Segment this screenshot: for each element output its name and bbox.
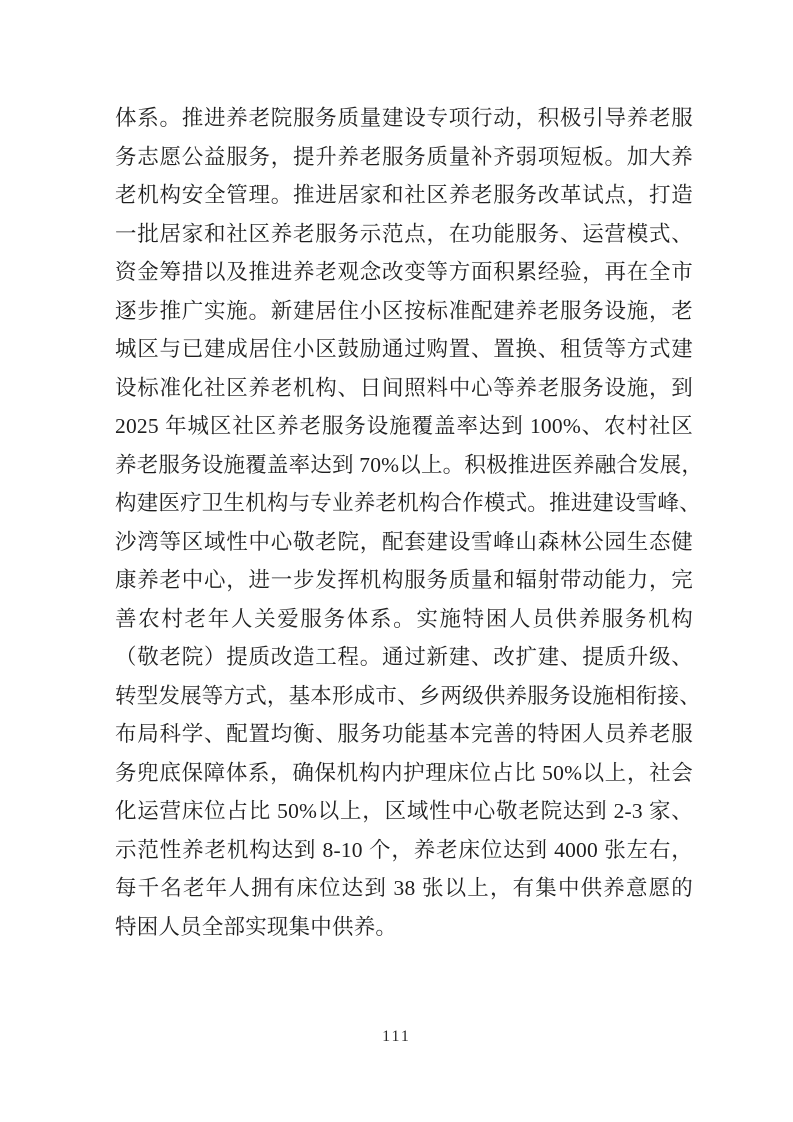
text-line: 逐步推广实施。新建居住小区按标准配建养老服务设施，老 — [115, 298, 693, 323]
text-line: 化运营床位占比 50%以上，区域性中心敬老院达到 2-3 家、 — [115, 799, 693, 823]
text-line: 善农村老年人关爱服务体系。实施特困人员供养服务机构 — [115, 606, 693, 631]
text-line: 沙湾等区域性中心敬老院，配套建设雪峰山森林公园生态健 — [115, 529, 693, 554]
text-line: 养老服务设施覆盖率达到 70%以上。积极推进医养融合发展， — [115, 452, 704, 477]
text-line: 设标准化社区养老机构、日间照料中心等养老服务设施，到 — [115, 375, 693, 400]
text-line: （敬老院）提质改造工程。通过新建、改扩建、提质升级、 — [115, 645, 693, 669]
text-line: 示范性养老机构达到 8-10 个，养老床位达到 4000 张左右， — [115, 837, 693, 862]
text-line: 2025 年城区社区养老服务设施覆盖率达到 100%、农村社区 — [115, 414, 693, 438]
text-line: 转型发展等方式，基本形成市、乡两级供养服务设施相衔接、 — [115, 683, 701, 708]
text-line: 资金筹措以及推进养老观念改变等方面积累经验，再在全市 — [115, 260, 693, 284]
text-line: 体系。推进养老院服务质量建设专项行动，积极引导养老服 — [115, 106, 693, 130]
text-line: 务兜底保障体系，确保机构内护理床位占比 50%以上，社会 — [115, 760, 693, 785]
body-text — [115, 99, 704, 946]
text-line: 康养老中心，进一步发挥机构服务质量和辐射带动能力，完 — [115, 568, 693, 592]
text-line: 布局科学、配置均衡、服务功能基本完善的特困人员养老服 — [115, 722, 693, 746]
page-number: 111 — [382, 1028, 411, 1045]
text-line: 老机构安全管理。推进居家和社区养老服务改革试点，打造 — [115, 183, 693, 207]
text-line: 特困人员全部实现集中供养。 — [115, 914, 398, 939]
text-line: 城区与已建成居住小区鼓励通过购置、置换、租赁等方式建 — [115, 337, 693, 361]
text-line: 构建医疗卫生机构与专业养老机构合作模式。推进建设雪峰、 — [115, 491, 701, 515]
text-line: 务志愿公益服务，提升养老服务质量补齐弱项短板。加大养 — [115, 144, 693, 169]
text-line: 一批居家和社区养老服务示范点，在功能服务、运营模式、 — [115, 221, 693, 246]
text-line: 每千名老年人拥有床位达到 38 张以上，有集中供养意愿的 — [115, 876, 693, 900]
